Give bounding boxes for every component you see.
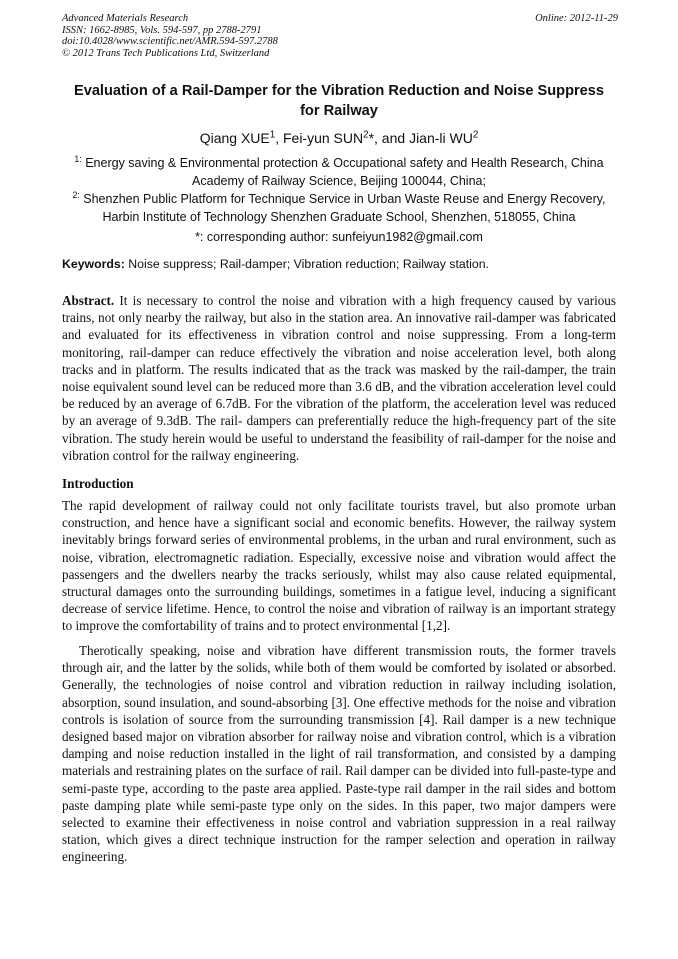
- section-heading-introduction: Introduction: [62, 476, 134, 491]
- journal-name: Advanced Materials Research: [62, 13, 189, 24]
- author-separator: , and: [374, 130, 410, 146]
- affiliation-text: Shenzhen Public Platform for Technique Service in Urban Waste Reuse and Energy Recovery, Harbin Institute of Technology Shenzhen Graduate School, Shenzhen, 518055, China: [83, 192, 606, 224]
- affiliation-1: [62, 155, 616, 190]
- keywords-line: [62, 256, 616, 273]
- affiliation-mark: 2:: [72, 189, 80, 200]
- corresponding-author: *: corresponding author: sunfeiyun1982@gmail.com: [195, 230, 483, 244]
- keywords-text: Noise suppress; Rail-damper; Vibration reduction; Railway station.: [128, 257, 489, 271]
- abstract-paragraph: [62, 292, 616, 464]
- author-separator: ,: [275, 130, 283, 146]
- affiliation-2: [62, 191, 616, 226]
- doi-line: doi:10.4028/www.scientific.net/AMR.594-597.2788: [62, 36, 278, 48]
- corresponding-asterisk: *: [368, 130, 375, 146]
- author-list: [62, 130, 616, 147]
- abstract-label: Abstract.: [62, 293, 115, 308]
- keywords-label: Keywords:: [62, 257, 125, 271]
- intro-paragraph-2: Therotically speaking, noise and vibration have different transmission routs, the former travels through air, and the latter by the solids, while both of them would be comforted by isolated or absorbed. Generally, the technologies of noise control and vibration reduction in railway including isolation, absorption, sound insulation, and sound-absorbing [3]. One effective methods for the noise and vibration controls is isolation of source from the surrounding transmission [4]. Rail damper is a new technique designed based major on vibration absorber for railway noise and vibration control, which is a vibration damping and noise reduction installed in the light of rail transformation, and consisted by a damping materials and restraining plates on the surface of rail. Rail damper can be divided into full-paste-type and semi-paste type, according to the paste area applied. Paste-type rail damper in the rail sides and bottom paste damping plate while semi-paste type only on the sides. In this paper, two major dampers were selected to examine their effectiveness in noise control and vabriation suppression in a real railway station, which gives a direct technique instruction for the ramper selection and operation in railway engineering.: [62, 643, 616, 865]
- author-name: Qiang XUE: [199, 130, 270, 146]
- affiliation-mark: 1:: [74, 153, 82, 164]
- author-affiliation-mark: 2: [363, 129, 369, 141]
- author-name: Fei-yun SUN: [282, 130, 364, 146]
- copyright-line: © 2012 Trans Tech Publications Ltd, Switzerland: [62, 47, 270, 59]
- abstract-text: It is necessary to control the noise and vibration with a high frequency caused by various trains, not only nearby the railway, but also in the station area. An innovative rail-damper was fabricated and evaluated for its effectiveness in vibration control and noise suppressing. From a long-term monitoring, rail-damper can reduce effectively the vibration and noise acceleration level, both along tracks and in platform. The results indicated that as the track was masked by the rail-damper, the train noise equivalent sound level can be reduced more than 3.6 dB, and the vibration acceleration level could be reduced by an average of 6.7dB. For the vibration of the platform, the acceleration level was reduced by an average of 9.3dB. The rail- dampers can preferentially reduce the high-frequency part of the site vibration. The study herein would be useful to understand the feasibility of rail-damper for the noise and vibration control for the railway engineering.: [62, 293, 616, 463]
- online-date: Online: 2012-11-29: [535, 13, 618, 24]
- author-affiliation-mark: 2: [472, 129, 479, 141]
- author-name: Jian-li WU: [409, 130, 473, 146]
- paper-title: Evaluation of a Rail-Damper for the Vibration Reduction and Noise Suppress for Railway: [73, 83, 605, 119]
- intro-paragraph-1: The rapid development of railway could not only facilitate tourists travel, but also promote urban construction, and hence have a significant social and economic benefits. However, the railway system inevitably brings forward series of environmental problems, in the urban and rural environment, such as noise, vibration, electromagnetic radiation. Especially, excessive noise and vibration would affect the passengers and the dwellers nearby the tracks seriously, whilst may also cause related equipmental, structural damages onto the surrounding buildings, sometimes in a fatigue level, inducing a significant decrease of service lifetime. Hence, to control the noise and vibration of railway is an important strategy to improve the comfortability of trains and to protect environmental [1,2].: [62, 498, 616, 634]
- journal-header: [62, 13, 618, 59]
- author-affiliation-mark: 1: [269, 129, 276, 141]
- affiliation-text: Energy saving & Environmental protection & Occupational safety and Health Research, China Academy of Railway Science, Beijing 100044, China;: [85, 156, 604, 188]
- issn-line: ISSN: 1662-8985, Vols. 594-597, pp 2788-2791: [62, 24, 262, 36]
